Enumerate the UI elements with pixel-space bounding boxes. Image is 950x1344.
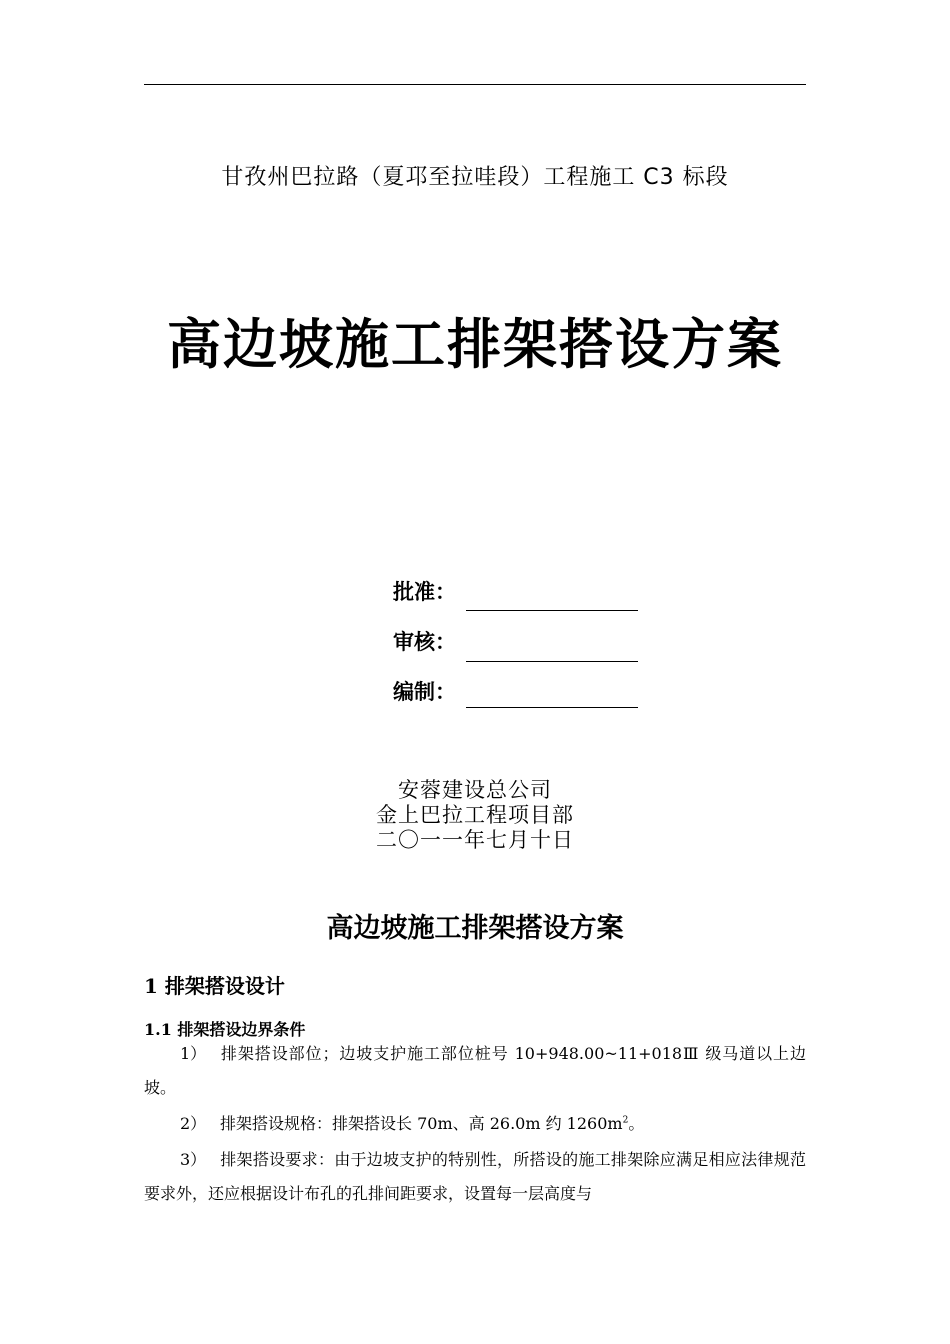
compile-label: 编制： <box>393 680 456 704</box>
review-label: 审核： <box>393 630 456 654</box>
section-title: 高边坡施工排架搭设方案 <box>326 913 624 944</box>
list-item-text: 排架搭设要求：由于边坡支护的特别性，所搭设的施工排架除应满足相应法律规范要求外，还应根据设计布孔的孔排间距要求，设置每一层高度与 <box>144 1150 806 1203</box>
list-item-text-end: 。 <box>628 1114 645 1133</box>
list-item-number: 1） <box>180 1044 207 1063</box>
review-signature-line <box>466 661 638 662</box>
list-item-text: 排架搭设规格：排架搭设长 70m、高 26.0m 约 1260m <box>220 1114 623 1133</box>
list-item-number: 2） <box>180 1114 207 1133</box>
list-item <box>144 1107 806 1141</box>
approve-signature-line <box>466 610 638 611</box>
compile-signature-line <box>466 707 638 708</box>
list-item <box>144 1143 806 1211</box>
company-name: 安蓉建设总公司 <box>398 778 552 802</box>
list-item-number: 3） <box>180 1150 207 1169</box>
superscript: 2 <box>622 1115 629 1126</box>
heading-1-1: 1.1 排架搭设边界条件 <box>144 1020 306 1039</box>
list-item-text: 排架搭设部位；边坡支护施工部位桩号 10+948.00~11+018Ⅲ 级马道以上边坡。 <box>144 1044 806 1097</box>
project-name: 甘孜州巴拉路（夏邛至拉哇段）工程施工 C3 标段 <box>221 165 729 190</box>
list-item <box>144 1037 806 1105</box>
cover-title: 高边坡施工排架搭设方案 <box>167 313 783 376</box>
department-name: 金上巴拉工程项目部 <box>376 803 574 827</box>
cover-date: 二〇一一年七月十日 <box>376 828 574 852</box>
header-rule <box>144 84 806 85</box>
heading-1: 1 排架搭设设计 <box>144 974 285 998</box>
approve-label: 批准： <box>393 580 456 604</box>
